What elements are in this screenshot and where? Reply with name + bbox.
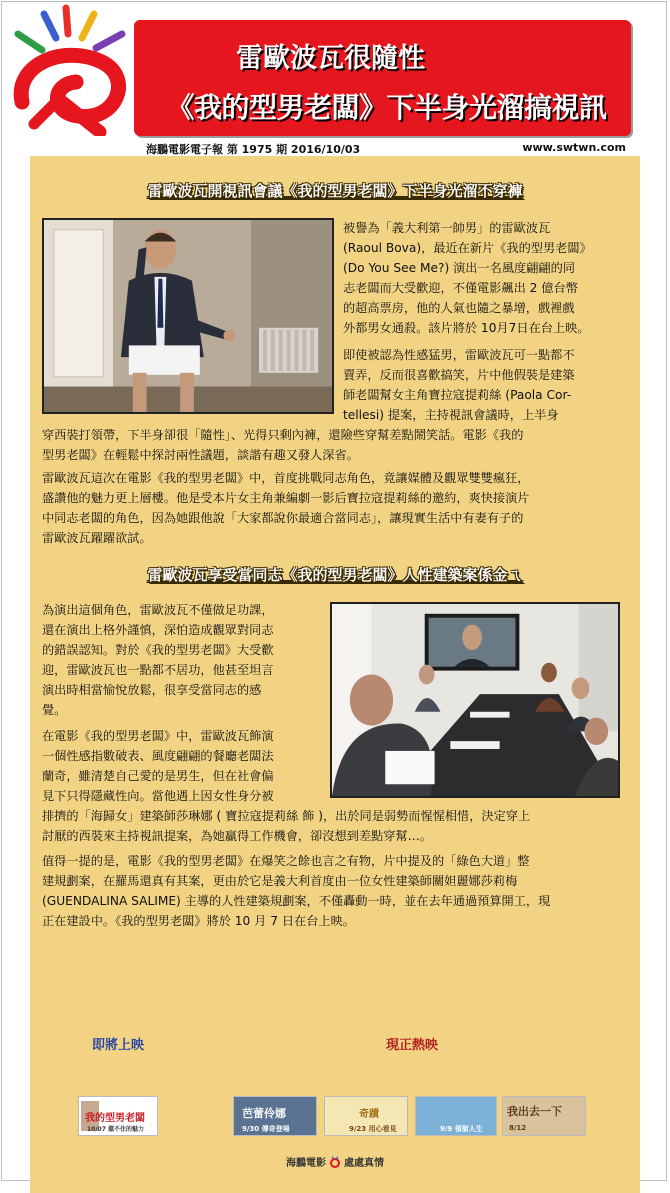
section-2-title: 雷歐波瓦享受當同志《我的型男老闆》人性建築案係金ㄟ <box>147 566 523 584</box>
thumb-showing-4[interactable] <box>502 1096 586 1136</box>
section-1-title: 雷歐波瓦開視訊會議《我的型男老闆》下半身光溜不穿褲 <box>147 182 523 200</box>
thumb-showing-3[interactable] <box>415 1096 497 1136</box>
thumb-title: 我出去一下 <box>507 1105 562 1118</box>
footer <box>0 1154 670 1169</box>
article-photo-actor-phone <box>42 218 334 414</box>
footer-slogan: 處處真情 <box>344 1158 384 1169</box>
thumb-title: 我的型男老闆 <box>85 1113 145 1124</box>
headline-line-2: 《我的型男老闆》下半身光溜搞視訊 <box>166 91 607 124</box>
thumb-showing-2[interactable] <box>324 1096 408 1136</box>
article-photo-meeting <box>330 602 620 798</box>
issue-info: 海鵬電影電子報 第 1975 期 2016/10/03 <box>146 143 361 156</box>
thumb-showing-1[interactable] <box>233 1096 317 1136</box>
upcoming-label: 即將上映 <box>92 1038 145 1053</box>
footer-brand: 海鵬電影 <box>286 1158 326 1169</box>
paragraph-6: 值得一提的是，電影《我的型男老闆》在爆笑之餘也言之有物，片中提及的「綠色大道」整 建規劃案，在羅馬還真有其案，更由於它是義大利首度由一位女性建築師關妲麗娜莎莉梅 (GUENDALINA SALIME) 主導的人性建築規劃案，不僅轟動一時，並在去年通過預算開工，現 正在建設中。《我的型男老闆》將於 10 月 7 日在台上映。 <box>42 854 551 928</box>
thumb-title: 芭蕾伶娜 <box>242 1107 286 1120</box>
thumb-caption: 9/30 傳奇登場 <box>242 1125 290 1133</box>
now-showing-label: 現正熱映 <box>386 1038 439 1053</box>
headline-banner <box>134 20 631 136</box>
paragraph-2-continued: 穿西裝打領帶，下半身卻很「隨性」、光得只剩內褲，還險些穿幫差點鬧笑話。電影《我的 型男老闆》在輕鬆中探討兩性議題，談諧有趣又發人深省。 <box>42 428 524 462</box>
thumb-upcoming-movie[interactable] <box>78 1096 158 1136</box>
thumb-caption: 8/12 <box>509 1124 527 1132</box>
thumb-caption: 9/23 用心看見 <box>349 1125 397 1133</box>
paragraph-2-side: 即使被認為性感猛男，雷歐波瓦可一點都不 賣弄，反而很喜歡搞笑，片中他假裝是建築 師老闆幫女主角寶拉寇提莉絲 (Paola Cor- tellesi) 提案，主持視訊會議時，上半身 <box>343 348 575 422</box>
paragraph-3: 雷歐波瓦這次在電影《我的型男老闆》中，首度挑戰同志角色，竟讓媒體及觀眾雙雙瘋狂， 盛讚他的魅力更上層樓。他是受本片女主角兼編劇一影后寶拉寇提莉絲的邀約，爽快接演片 中同志老闆的角色，因為她跟他說「大家都說你最適合當同志」，讓現實生活中有妻有子的 雷歐波瓦躍躍欲試。 <box>42 471 530 545</box>
paragraph-4: 為演出這個角色，雷歐波瓦不僅做足功課， 還在演出上格外謹慎，深怕造成觀眾對同志 的錯誤認知。對於《我的型男老闆》大受歡 迎，雷歐波瓦也一點都不居功，他甚至坦言 演出時相當愉悅放鬆，很享受當同志的感 覺。 <box>42 603 274 717</box>
paragraph-5-continued: 排擠的「海歸女」建築師莎琳娜 ( 寶拉寇提莉絲 飾 )，出於同是弱勢而惺惺相惜，決定穿上 討厭的西裝來主持視訊提案，為她贏得工作機會，卻沒想到差點穿幫…。 <box>42 809 531 843</box>
paragraph-5-side: 在電影《我的型男老闆》中，雷歐波瓦飾演 一個性感指數破表、風度翩翩的餐廳老闆法 蘭奇，雖清楚自己愛的是男生，但在社會偏 見下只得隱藏性向。當他遇上因女性身分被 <box>42 729 274 803</box>
footer-logo-icon <box>329 1156 341 1168</box>
headline-line-1: 雷歐波瓦很隨性 <box>236 43 425 74</box>
site-url-link[interactable]: www.swtwn.com <box>522 141 626 154</box>
paragraph-1: 被譽為「義大利第一帥男」的雷歐波瓦 (Raoul Bova)，最近在新片《我的型男老闆》 (Do You See Me?) 演出一名風度翩翩的同 志老闆而大受歡迎，不僅電影飆出 2 億台幣 的超高票房，他的人氣也隨之暴增，戲裡戲 外都男女通殺。該片將於 10月7日在台上映。 <box>343 221 592 335</box>
thumb-caption: 9/9 領銜人生 <box>440 1125 483 1133</box>
thumb-title: 奇蹟 <box>359 1109 379 1120</box>
thumb-caption: 10/07 擋不住的魅力 <box>87 1126 144 1133</box>
article-panel <box>30 156 640 1193</box>
